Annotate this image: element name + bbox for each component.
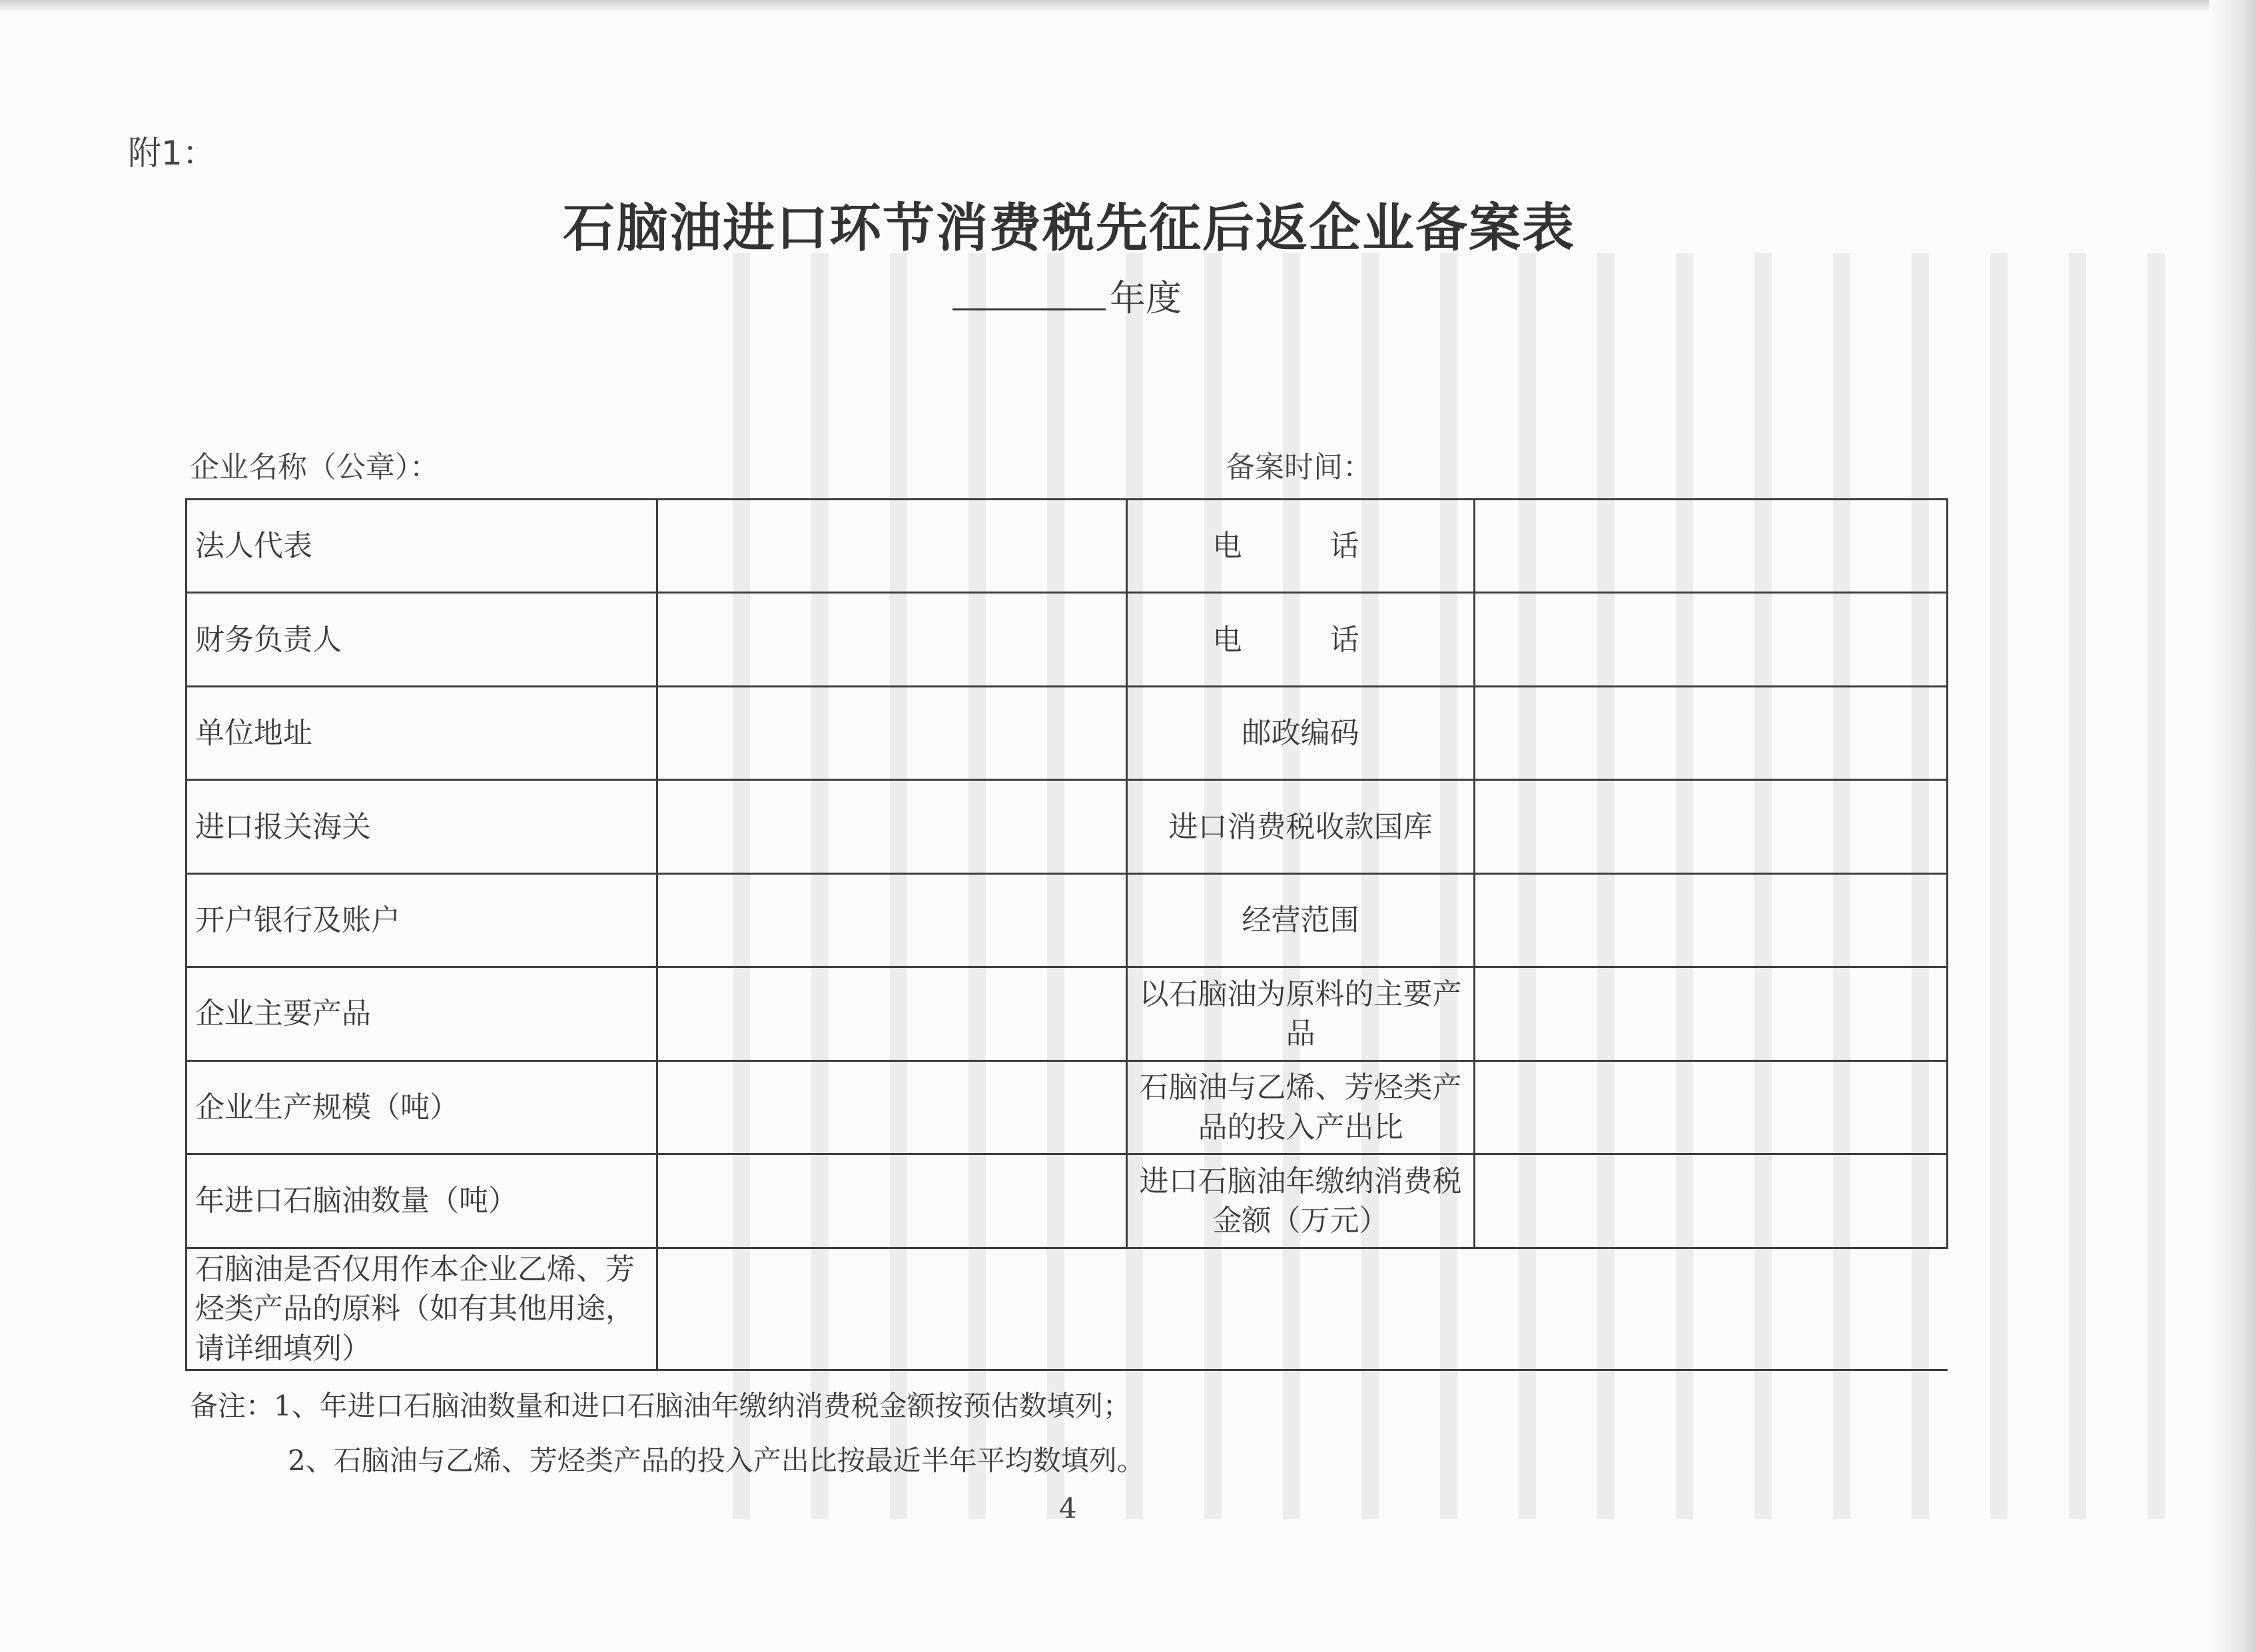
table-row <box>187 967 1948 1060</box>
row-label: 进口消费税收款国库 <box>1127 780 1475 873</box>
row-label: 石脑油与乙烯、芳烃类产品的投入产出比 <box>1127 1060 1475 1154</box>
row-label: 进口报关海关 <box>187 780 657 873</box>
row-label: 电 话 <box>1127 500 1475 593</box>
scan-edge <box>0 0 2256 12</box>
table-row <box>187 593 1948 686</box>
row-label: 电 话 <box>1127 593 1475 686</box>
year-blank[interactable] <box>952 280 1106 310</box>
company-name-label: 企业名称（公章）： <box>190 450 439 484</box>
table-row <box>187 780 1948 873</box>
scan-edge <box>2209 0 2256 1652</box>
input-cell[interactable] <box>1475 686 1948 779</box>
input-cell[interactable] <box>1475 593 1948 686</box>
page-number: 4 <box>1059 1492 1077 1525</box>
input-cell[interactable] <box>657 1060 1127 1154</box>
row-label: 财务负责人 <box>187 593 657 686</box>
table-row <box>187 1060 1948 1154</box>
input-cell[interactable] <box>1475 780 1948 873</box>
row-label: 开户银行及账户 <box>187 873 657 967</box>
year-line <box>952 270 1182 321</box>
footnote: 备注：1、年进口石脑油数量和进口石脑油年缴纳消费税金额按预估数填列； <box>190 1390 1131 1422</box>
input-cell[interactable] <box>657 1248 1948 1370</box>
table-row <box>187 500 1948 593</box>
input-cell[interactable] <box>1475 967 1948 1060</box>
input-cell[interactable] <box>657 593 1127 686</box>
table-row <box>187 1248 1948 1370</box>
year-suffix: 年度 <box>1110 277 1182 319</box>
row-label: 法人代表 <box>187 500 657 593</box>
input-cell[interactable] <box>657 686 1127 779</box>
row-label: 邮政编码 <box>1127 686 1475 779</box>
attachment-label: 附1： <box>128 134 216 173</box>
input-cell[interactable] <box>1475 1060 1948 1154</box>
row-label: 石脑油是否仅用作本企业乙烯、芳烃类产品的原料（如有其他用途，请详细填列） <box>187 1248 657 1370</box>
row-label: 企业主要产品 <box>187 967 657 1060</box>
table-row <box>187 1154 1948 1248</box>
row-label: 企业生产规模（吨） <box>187 1060 657 1154</box>
input-cell[interactable] <box>657 873 1127 967</box>
input-cell[interactable] <box>1475 1154 1948 1248</box>
filing-form-table <box>185 498 1948 1371</box>
input-cell[interactable] <box>1475 873 1948 967</box>
input-cell[interactable] <box>657 780 1127 873</box>
document-title: 石脑油进口环节消费税先征后返企业备案表 <box>562 199 1575 258</box>
row-label: 单位地址 <box>187 686 657 779</box>
input-cell[interactable] <box>657 967 1127 1060</box>
filing-time-label: 备案时间： <box>1226 450 1372 484</box>
row-label: 以石脑油为原料的主要产品 <box>1127 967 1475 1060</box>
table-row <box>187 686 1948 779</box>
input-cell[interactable] <box>657 1154 1127 1248</box>
row-label: 经营范围 <box>1127 873 1475 967</box>
row-label: 年进口石脑油数量（吨） <box>187 1154 657 1248</box>
table-row <box>187 873 1948 967</box>
input-cell[interactable] <box>1475 500 1948 593</box>
footnote: 2、石脑油与乙烯、芳烃类产品的投入产出比按最近半年平均数填列。 <box>288 1444 1145 1477</box>
row-label: 进口石脑油年缴纳消费税金额（万元） <box>1127 1154 1475 1248</box>
input-cell[interactable] <box>657 500 1127 593</box>
